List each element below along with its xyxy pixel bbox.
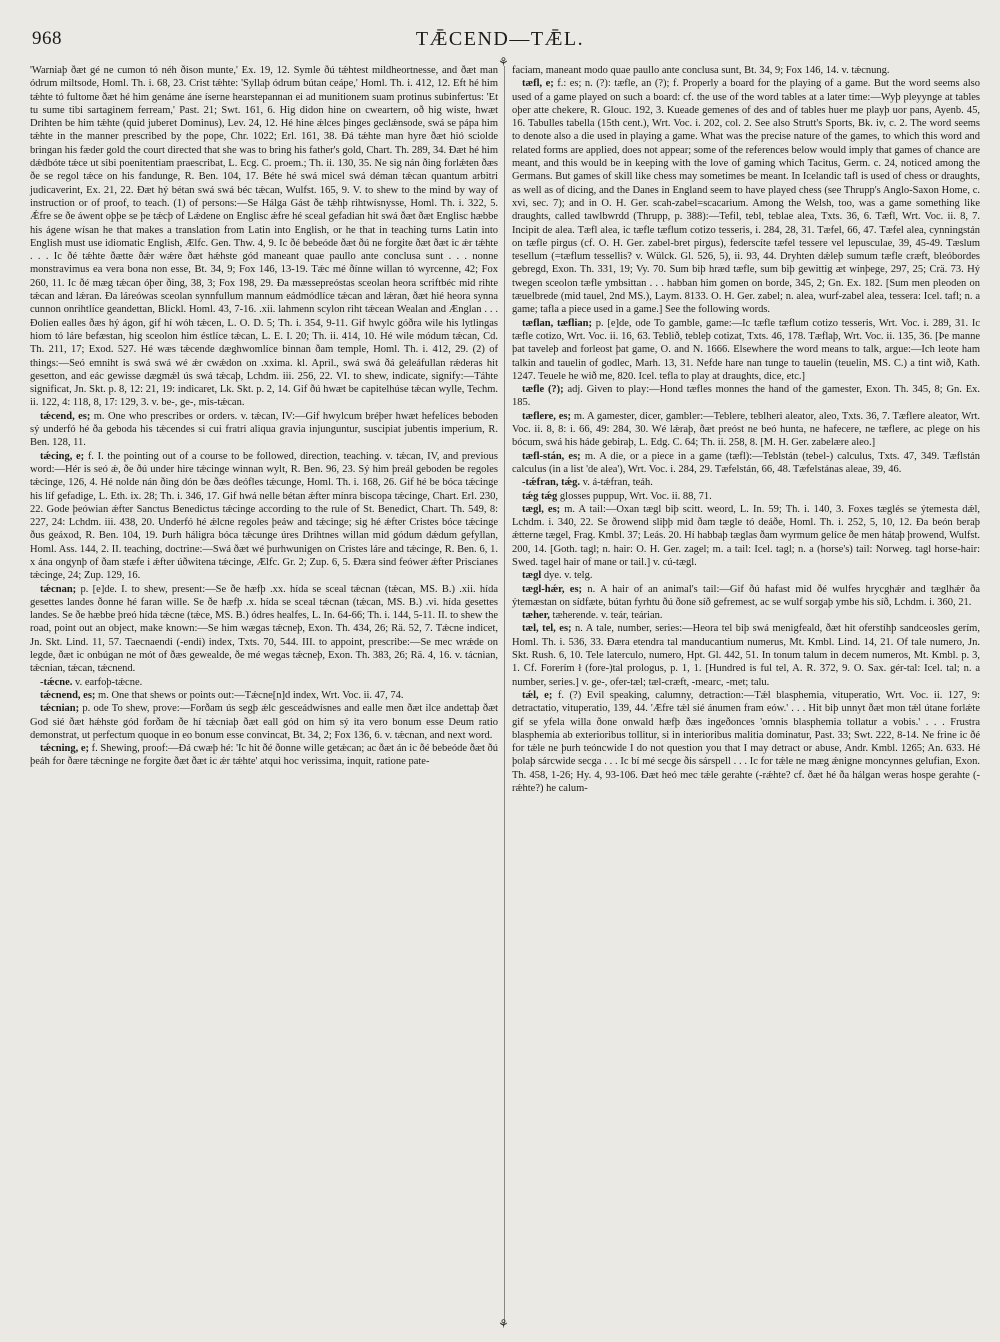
dictionary-entry <box>512 569 980 582</box>
dictionary-entry <box>512 622 980 688</box>
dictionary-entry <box>512 490 980 503</box>
entry-headword: tægl <box>522 570 542 582</box>
entry-body: adj. Given to play:—Hond tæfles monnes the hand of the gamester, Exon. Th. 345, 8; Gn. Ex. 185. <box>512 384 980 409</box>
left-column <box>30 64 498 769</box>
entry-body: n. A hair of an animal's tail:—Gif ðú hafast mid ðé wulfes hrycghǽr and tæglhǽr ða ýtemæstan on sídfæte, bútan fyrhtu ðú ðone síð gefremest, ac se wulf sorgaþ ymbe his síð, Lchdm. i. 360, 21. <box>512 583 981 608</box>
entry-headword: tæl, tel, es; <box>522 623 572 635</box>
entry-body: glosses puppup, Wrt. Voc. ii. 88, 71. <box>559 490 712 502</box>
entry-headword: tægl-hǽr, es; <box>522 583 583 595</box>
page-number: 968 <box>32 28 62 49</box>
dictionary-entry <box>30 583 498 676</box>
dictionary-entry <box>512 450 980 477</box>
dictionary-entry <box>30 410 498 450</box>
dictionary-entry <box>512 383 980 410</box>
entry-headword: tǽcnian; <box>40 703 80 715</box>
dictionary-entry <box>512 317 980 383</box>
entry-body: m. A tail:—Oxan tægl biþ scitt. weord, L. In. 59; Th. i. 140, 3. Foxes tæglés se ýtemesta dǽl, Lchdm. i. 340, 22. Se ðrowend sliþþ mid ðam tægle tó deáðe, Homl. Th. i. 252, 5, 10, 12. Ða beón beraþ ǽtterne tægel, Frag. Kmbl. 37; Leás. 20. Hí habbaþ tæglas ðam wyrmum gelíce ðe men hátaþ þrowend, Wulfst. 200, 14. [Goth. tagl; n. hair: O. H. Ger. zagel; m. a tail: Icel. tagl; n. a (horse's) tail: Norweg. tagl horse-hair: Swed. tagel hair of mane or tail.] v. cú-tægl. <box>512 503 980 568</box>
entry-headword: tæher, <box>522 610 550 622</box>
dictionary-entry <box>512 410 980 450</box>
dictionary-entry <box>512 689 980 795</box>
entry-headword: tǽcing, e; <box>40 450 85 462</box>
dictionary-entry <box>30 676 498 689</box>
entry-headword: tæfl, e; <box>522 78 554 90</box>
dictionary-entry <box>30 450 498 583</box>
entry-headword: tæflan, tæflian; <box>522 317 592 329</box>
column-ornament-bottom: ⚘ <box>498 1317 509 1331</box>
dictionary-entry <box>30 64 498 410</box>
entry-headword: tǽg tǽg <box>522 490 558 502</box>
dictionary-entry <box>30 702 498 742</box>
right-column <box>512 64 980 795</box>
entry-body: 'Warniaþ ðæt gé ne cumon tó néh ðison munte,' Ex. 19, 12. Symle ðú tǽhtest mildheortnesse, and ðæt man ódrum miltsode, Homl. Th. i. 68, 23. Crist tǽhte: 'Syllaþ ódrum bútan ceápe,' Homl. Th. i. 412, 12. Eft hé him tǽhte tó fultome ðæt hé him genáme áne íserne hearstepannan ei ad munitionem suam protinus subinfertus: 'Et tu sume tibi sartaginem ferream,' Past. 21; Swt. 161, 6. Hig didon hine on cweartern, oð hig wiste, hwæt Drihten be him tǽhte (quid juberet Dominus), Lev. 24, 12. Hé hine ǽlces þinges geclǽnsode, swá se pápa him tǽhte in the manner prescribed by the pope, Chr. 1022; Erl. 161, 38. Ðá tǽhte man hyre ðæt hió sciolde bringan his fæder gold the court directed that she was to bring his father's gold, Chart. Th. 289, 34. Ðæt hé him dǽdbóte tǽce ut sibi poenitentiam praescribat, L. Ecg. C. proem.; Th. ii. 130, 35. Ne sig nán ðing forlǽten ðæs ðe se regol tǽce on his fandunge, R. Ben. 104, 17. Béte hé swá micel swá déman tǽcan quantum arbitri judicaverint, Ex. 21, 22. Ðæt hý bétan swá swá béc tǽcan, Wulfst. 165, 9. V. to shew to the mind by way of instruction or of proof, to teach. (1) of persons:—Se Hálga Gást ðe tǽhþ rihtwísnysse, Homl. Th. i. 322, 5. Ǽfre se ðe áwent oþþe se þe tǽcþ of Lǽdene on Englisc ǽfre hé sceal gefadian hit swá ðæt ðæt Englisc hæbbe his ágene wísan he that makes a translation from Latin into English, or he that in teaching turns Latin into English must use idiomatic English, Ælfc. Gen. Thw. 4, 9. Ic ðé bebeóde ðæt ðú ne forgite ðæt ðæt ic ǽr tǽhte . . . Ic ðé tǽhte ðætte ðǽr wǽre ðæt hǽhste gód maneant quae paullo ante conclusa sunt . . . nonne monstravimus ea vera bona non esse, Bt. 34, 9; Fox 146, 13-19. Tǽc mé ðínne willan tó wyrcenne, 42; Fox 260, 11. Ic ðé mæg tǽcan óþer ðing, 38, 3; Fox 198, 29. Ða mæssepreóstas sceolan heora scriftbéc mid rihte tǽcan and lǽran. Ða láreówas sceolan synnfullum mannum eádmódlíce tǽcan and lǽran, ðæt hié heora synna cunnon onrihtlíce geandettan, Blickl. Homl. 43, 7-16. .xii. lahmenn scylon riht tǽcean Wealan and Ænglan . . . Ðolien ealles ðæs hý ágon, gif hí wóh tǽcen, L. O. D. 5; Th. i. 354, 9-11. Gif hwylc góðra wile his lytlingas hiom tó láre befæstan, hig sceolon him éstlíce tǽcan, L. E. I. 20; Th. ii. 414, 10. Hé wile módum tǽcan, Cd. Th. 211, 17; Exod. 527. Hé wæs tǽcende dæghwomlíce binnan ðam temple, Homl. Th. i. 412, 29. (2) of things:—Seó emniht is swá swá wé ǽr cwǽdon on .xxima. kl. April., swá swá ðá geleáfullan rǽderas hit gesetton, and eác gewisse dægmǽl ús swá tǽcaþ, Lchdm. iii. 256, 22. VI. to shew, indicate, signify:—Táhte significat, Jn. Skt. p. 8, 12: 21, 19: indicaret, Lk. Skt. p. 2, 14. Gif ðú hwæt be capitelhúse tǽcan wylle, Techm. ii. 122, 4: 118, 8, 17: 129, 3. v. be-, ge-, mis-tǽcan. <box>30 65 498 409</box>
entry-headword: tǽcning, e; <box>40 743 90 755</box>
entry-body: m. One that shews or points out:—Tǽcne[n]d index, Wrt. Voc. ii. 47, 74. <box>98 689 404 701</box>
entry-body: m. A die, or a piece in a game (tæfl):—Teblstán (tebel-) calculus, Txts. 47, 349. Tæflstán calculus (in a list 'de alea'), Wrt. Voc. i. 284, 29. Tæfelstán, 66, 48. Tæfelstánas aleae, 39, 46. <box>512 450 981 475</box>
entry-body: v. á-tǽfran, teáh. <box>582 477 653 489</box>
column-rule <box>504 66 505 1324</box>
entry-headword: tægl, es; <box>522 503 561 515</box>
entry-body: p. ode To shew, prove:—Forðam ús segþ ǽlc gesceádwísnes and ealle men ðæt ilce andettaþ ðæt God sié ðæt hǽhste gód forðam ðe hí tǽcniaþ ðæt eall gód on him sý ita vero bonum esse Deum ratio demonstrat, ut perfectum quoque in eo bonum esse convincat, Bt. 34, 2; Fox 136, 6. v. tǽcnan, and next word. <box>30 703 499 741</box>
column-ornament-top: ⚘ <box>498 55 509 69</box>
dictionary-entry <box>512 583 980 610</box>
entry-body: m. One who prescribes or orders. v. tǽcan, IV:—Gif hwylcum bréþer hwæt hefelíces beboden sý underfó hé ða geboda his tǽcendes si cui fratri aliqua gravia injunguntur, suscipiat jubentis imperium, R. Ben. 128, 11. <box>30 410 499 449</box>
entry-headword: tǽcend, es; <box>40 410 91 422</box>
entry-headword: -tǽcne. <box>40 676 73 688</box>
dictionary-entry <box>512 609 980 622</box>
entry-headword: tæflere, es; <box>522 410 572 422</box>
dictionary-entry <box>512 77 980 316</box>
entry-headword: tǽcnan; <box>40 583 77 595</box>
entry-body: n. A tale, number, series:—Heora tel biþ swá menigfeald, ðæt hit oferstíhþ sandceosles gerím, Homl. Th. i. 536, 33. Ðæra etendra tal manducantium numerus, Mt. Kmbl. Lind. 14, 21. Of tale numero, Jn. Skt. Rush. 6, 10. Tele laterculo, numero, Hpt. Gl. 442, 51. In tonum talum in decem numeros, Mt. Kmbl. p. 3, 1. Cf. Forerím ł (fore-)tal prologus, p. 1, 1. [Hundred is ful tel, A. R. 372, 9. O. Sax. gér-tal: Icel. tal; n. a number, series.] v. ge-, ofer-tæl; tæl-cræft, -mearc, -met; talu. <box>512 623 980 688</box>
dictionary-entry <box>512 64 980 77</box>
entry-body: f. I. the pointing out of a course to be followed, direction, teaching. v. tǽcan, IV, and previous word:—Hér is seó ǽ, ðe ðú under hire tǽcinge winnan wylt, R. Ben. 96, 23. Sý him þreál geboden be regoles tǽcinge, 126, 4. Hé nolde nán ðing dón be ðæs deófles tǽcunge, Homl. Th. i. 168, 26. Gif hé be bóca tǽcinge his líf gefadige, L. Eth. ix. 28; Th. i. 346, 17. Gif hwá nelle bétan ǽfter mínra biscopa tǽcinge, Chart. Erl. 230, 22. Gode þeówian ǽfter Sanctus Benedictus tǽcinge according to the rule of St. Benedict, Chart. Th. 549, 8: 227, 24: Lchdm. iii. 438, 20. Underfó hé ǽlcne regoles þeáw and tǽcinge; sig hé ǽfter Cristes bóce tǽcinge ðus geáxod, R. Ben. 104, 19. Þurh háligra bóca tǽcunge úres Drihtnes willan mid gódum dǽdum gefyllan, Homl. Ass. 144, 2. II. teaching, doctrine:—Swá ðæt wé þurhwunigen on Cristes láre and tǽcinge, R. Ben. 6, 1. x ána ongynþ of ðam stæfe i ǽfter úðwitena tǽcinge, Ælfc. Gr. 2; Zup. 6, 5. Ðæra sind feówer ǽfter Priscianes tǽcinge, 24; Zup. 129, 16. <box>30 450 499 582</box>
entry-body: f.: es; n. (?): tæfle, an (?); f. Properly a board for the playing of a game. But the word seems also used of a game played on such a board: cf. the use of the word tables at a later time:—Wyþ pleyynge at tables oþer atte chekere, R. Glouc. 192, 3. Kueade gemenes of des and of tables huer me playþ uor pans, Ayenb. 45, 16. Tabulles tabella (15th cent.), Wrt. Voc. i. 202, col. 2. See also Strutt's Sports, Bk. iv, c. 2. The word seems to denote also a die used in playing a game. What was the precise nature of the games, to which this word and related forms are applied, does not appear; some of the references below would imply that games of chance are meant, and this would be in keeping with the love of gaming which Tacitus, Germ. c. 24, noticed among the Germans. But games of skill like chess may sometimes be meant. In Icelandic tafl is used of chess or draughts, as well as of dicing, and the Danes in England seem to have played chess (see Thrupp's Anglo-Saxon Home, c. xvi, sec. 7); and in O. H. Ger. scah-zabel=scacarium. Among the Welsh, too, was a game something like draughts, called tawlbwrdd (Thrupp, p. 388):—Tefil, tebl, teblae alea, Txts. 36, 6. Tæfl, Wrt. Voc. ii. 8, 7. Incipit de alea. Tæfl alea, ic tæfle tæflum cotizo tesseris, i. 284, 28, 31. Tæfel, 66, 47. Tæfel alea, cynningstán on tæfle pirgus (cf. O. H. Ger. zabel-bret pirgus), federscíte tæfel tessere vel lepusculae, 39, 45-49. Tæslum tesellum (=tæflum tessellis? v. Wülck. Gl. 526, 5), ii. 93, 44. Dryhten dǽleþ sumum tæfle cræft, bleóbordes gebregd, Exon. Th. 331, 19; Vy. 70. Sum biþ hræd tæfle, sum biþ gewittig æt wínþege, 297, 25; Crä. 73. Hý twegen sceolon tæfle ymbsittan . . . habban him gomen on borde, 345, 2; Gn. Ex. 182. [Sum men pleoden on tæuelbrede (mid tauel, 2nd MS.), Laym. 8133. O. H. Ger. zabel; n. alea, wurf-zabel alea, tessera: Icel. tafl; n. a game; tafla a piece used in a game.] See the following words. <box>512 78 980 316</box>
entry-headword: tǽl, e; <box>522 689 553 701</box>
entry-body: p. [e]de. I. to shew, present:—Se ðe hæfþ .xx. hída se sceal tǽcnan (tǽcan, MS. B.) .xii. hída gesettes landes ðonne hé faran wille. Se ðe hæfþ .x. hída se sceal tǽcnan (tǽcan, MS. B.) .vi. hída gesettes landes. Se ðe hæbbe þreó hída tǽcne (tǽce, MS. B.) ódres healfes, L. In. 64-66; Th. i. 144, 5-11. II. to shew the road, point out an object, make known:—Se him wægas tǽcneþ, Exon. Th. 434, 26; Rä. 52, 7. Tǽcne indicet, Jn. Skt. Lind. 11, 57. Taecnaendi (-endi) index, Txts. 70, 544. III. to appoint, prescribe:—Se mec wrǽde on legde, ðæt ic onbúgan ne mót of ðæs gewealde, ðe mé wegas tǽcneþ, Exon. Th. 383, 26; Rä. 4, 16. v. tácnian, tǽcnian, tǽcan, tǽcnend. <box>30 583 498 675</box>
dictionary-entry <box>30 742 498 769</box>
entry-body: f. Shewing, proof:—Ðá cwæþ hé: 'Ic hit ðé ðonne wille getǽcan; ac ðæt án ic ðé bebeóde ðæt ðú þeáh for ðære tǽcninge ne forgite ðæt ðæt ic ǽr tǽhte' atqui hoc verissima, inquit, ratione pate- <box>30 743 499 768</box>
dictionary-entry <box>30 689 498 702</box>
dictionary-entry <box>512 503 980 569</box>
entry-headword: tæfle (?); <box>522 384 564 396</box>
entry-body: f. (?) Evil speaking, calumny, detraction:—Tǽl blasphemia, vituperatio, Wrt. Voc. ii. 127, 9: detractatio, vituperatio, 139, 44. 'Æfre tǽl sié ánumen fram eów.' . . . Hit biþ unnyt ðæt mon tǽl útane forlǽte gif se yfela willa ðone onwald hæfþ ðæs ingeðonces 'omnis blasphemia tollatur a vobis.' . . . Frustra blasphemia ab exterioribus tollitur, si in interioribus malitia dominatur, Past. 33; Swt. 222, 8-14. Ne frine ic ðé for tǽle ne þurh teóncwide I do not question you that I may detract or abuse, Andr. Kmbl. 1265; An. 633. Hé þolaþ sárcwide secga . . . Ic bí mé secge ðis sárspell . . . Ic for tǽle ne mæg ǽnigne moncynnes gelufian, Exon. Th. 458, 1-26; Hy. 4, 93-106. Ðæt heó mec tǽle gerahte (-rǽhte? cf. ðæt hé ða hálgan weras hospe gerahte (-rǽhte?) he calum- <box>512 689 981 795</box>
entry-body: m. A gamester, dicer, gambler:—Teblere, teblheri aleator, aleo, Txts. 36, 7. Tæflere aleator, Wrt. Voc. ii. 8, 8: i. 66, 49: 284, 30. Wé lǽraþ, ðæt preóst ne beó hunta, ne hafecere, ne tæflere, ac plege on his bócum, swá his háde gebiraþ, L. Edg. C. 64; Th. ii. 258, 8. [M. H. Ger. zabelære aleo.] <box>512 410 980 449</box>
entry-body: faciam, maneant modo quae paullo ante conclusa sunt, Bt. 34, 9; Fox 146, 14. v. tǽcnung. <box>512 65 890 76</box>
entry-body: v. earfoþ-tǽcne. <box>75 676 143 688</box>
entry-body: p. [e]de, ode To gamble, game:—Ic tæfle tæflum cotizo tesseris, Wrt. Voc. i. 289, 31. Ic tæfle cotizo, Wrt. Voc. ii. 16, 63. Teblið, tebleþ cotizat, Txts. 46, 178. Tæflaþ, Wrt. Voc. ii. 135, 36. [Þe manne þat taveleþ and forleost þat game, O. and N. 1666. Elsewhere the word means to talk, argue:—Ich leote ham talkin and tauelin of godlec, Marh. 13, 31. Nefde hare nan tunge to tauelin (teuelin, MS. C.) a tint wið, Kath. 1247. Teuele he wið me, 820. Icel. tefla to play at draughts, dice, etc.] <box>512 317 980 382</box>
entry-headword: -tǽfran, tǽg. <box>522 477 581 489</box>
page-header <box>30 28 970 56</box>
entry-headword: tǽcnend, es; <box>40 689 96 701</box>
entry-headword: tæfl-stán, es; <box>522 450 581 462</box>
dictionary-entry <box>512 476 980 489</box>
entry-body: dye. v. telg. <box>543 570 593 582</box>
running-head: TǢCEND—TǢL. <box>415 28 585 50</box>
entry-body: tæherende. v. teár, teárian. <box>552 610 663 622</box>
